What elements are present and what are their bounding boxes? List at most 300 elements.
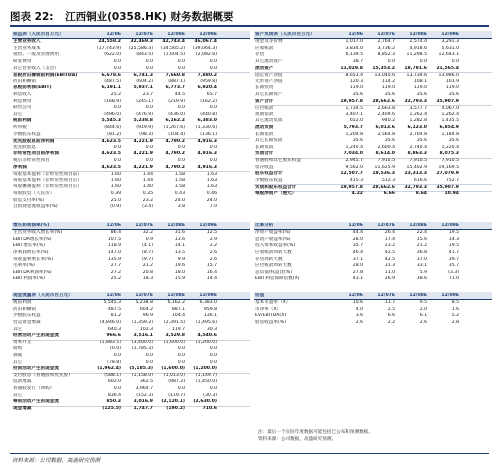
table-row xyxy=(254,92,492,99)
row-value: 0.0 xyxy=(145,157,153,163)
row-value: 44.4 xyxy=(352,230,363,236)
row-value: 362.5 xyxy=(139,379,153,385)
table-row xyxy=(12,105,250,112)
row-value: 0.35 xyxy=(142,190,153,196)
table-header xyxy=(254,31,492,39)
row-value: (104.4) xyxy=(168,131,185,137)
row-value: 0.0 xyxy=(209,353,217,359)
row-value: 119.0 xyxy=(349,85,363,91)
row-value: 28,662.6 xyxy=(372,184,395,190)
row-value: 3,964.7 xyxy=(135,386,153,392)
row-value: 0.0 xyxy=(387,59,395,65)
row-value: 6,383.0 xyxy=(199,300,217,306)
row-value: 6,383.0 xyxy=(197,118,217,124)
row-value: (1,450.0) xyxy=(195,379,217,385)
figure-label: 图表 22: xyxy=(10,11,54,23)
row-value: 13.5 xyxy=(174,250,185,256)
row-value: (125.5) xyxy=(102,406,121,412)
table-row xyxy=(12,125,250,132)
row-value: 35.6 xyxy=(448,92,459,98)
row-value: 0.0 xyxy=(145,59,153,65)
row-value: 2,945.7 xyxy=(345,158,363,164)
row-value: 2,764.7 xyxy=(377,39,395,45)
row-value: 2.6 xyxy=(209,250,217,256)
row-value: 71.0 xyxy=(448,276,459,282)
row-value: 4,623.5 xyxy=(101,138,121,144)
row-label: 存货周转天数 xyxy=(255,256,283,262)
row-label: 税后非经常性项目 xyxy=(13,157,50,163)
row-value: 19,957.8 xyxy=(340,98,363,104)
row-label: 长期负债 xyxy=(255,144,274,150)
row-label: 其它长期负债 xyxy=(255,138,283,144)
table-row xyxy=(12,313,250,320)
row-value: 3,407.1 xyxy=(345,111,363,117)
row-value: 1.63 xyxy=(206,171,217,177)
row-value: 39.7 xyxy=(448,256,459,262)
row-value: 26.9 xyxy=(384,276,395,282)
row-label: 投资活动产生的现金流 xyxy=(13,366,59,372)
row-label: 息税折旧摊销前利润(EBITDA) xyxy=(13,72,78,78)
row-value: 26.4 xyxy=(384,230,395,236)
row-label: 每股基本盈利（非经常性项目后） xyxy=(13,177,82,183)
row-value: 1,282.8 xyxy=(409,118,427,124)
row-value: 32,793.3 xyxy=(404,98,427,104)
table-header xyxy=(12,292,250,300)
row-value: 24,558.2 xyxy=(98,39,121,45)
row-value: 147.0 xyxy=(107,250,121,256)
header-year: 12/08E xyxy=(167,222,185,228)
row-value: 12.5 xyxy=(206,230,217,236)
row-value: 3,529.8 xyxy=(165,333,185,339)
row-value: 1,240.4 xyxy=(345,144,363,150)
row-value: 0.0 xyxy=(145,359,153,365)
table-row xyxy=(12,250,250,257)
header-year: 12/06 xyxy=(348,292,363,298)
row-value: 31.6 xyxy=(174,230,185,236)
row-value: 710.6 xyxy=(202,406,217,412)
table-row xyxy=(12,230,250,237)
row-value: 35.6 xyxy=(448,138,459,144)
row-label: 固定资产净值 xyxy=(255,72,283,78)
row-value: 5,545.3 xyxy=(101,118,121,124)
row-value: 42.5 xyxy=(384,256,395,262)
table-row xyxy=(12,353,250,360)
row-value: 14.3 xyxy=(448,236,459,242)
row-label: 利息费用 xyxy=(13,98,32,104)
table-row xyxy=(12,79,250,86)
row-value: 2.6 xyxy=(355,320,363,326)
row-value: 0.0 xyxy=(209,59,217,65)
row-label: 长期投资 xyxy=(255,85,274,91)
row-value: 19,169.5 xyxy=(438,164,459,170)
row-value: 118.9 xyxy=(107,243,121,249)
table-row xyxy=(254,300,492,307)
row-value: 32,793.3 xyxy=(404,184,427,190)
row-value: 8.64 xyxy=(415,191,427,197)
header-year: 12/08E xyxy=(167,31,185,37)
header-year: 12/07E xyxy=(377,31,395,37)
row-value: 23.2 xyxy=(384,243,395,249)
table-row xyxy=(12,131,250,138)
row-value: 4,067.0 xyxy=(441,105,459,111)
table-row xyxy=(12,270,250,277)
row-value: 0.0 xyxy=(209,144,217,150)
row-value: 3,291.3 xyxy=(441,39,459,45)
row-value: 4,221.9 xyxy=(133,151,153,157)
row-label: EBIT增长率(%) xyxy=(13,243,45,249)
header-label: 比率分析 xyxy=(255,222,274,228)
header-year: 12/09E xyxy=(441,222,459,228)
row-value: (1,267.6) xyxy=(163,125,185,131)
row-value: 96.9 xyxy=(142,313,153,319)
row-value: (1,604.5) xyxy=(163,52,185,58)
row-label: 非经常性项目前净利润 xyxy=(13,151,59,157)
table-row xyxy=(12,307,250,314)
row-value: 2,409.6 xyxy=(377,111,395,117)
row-value: 2.8 xyxy=(451,320,459,326)
row-label: 收购 xyxy=(13,346,23,352)
row-label: 主营业务收入增长率(%) xyxy=(13,230,63,236)
row-value: 44.5 xyxy=(174,92,185,98)
row-value: 2.0 xyxy=(419,306,427,312)
header-year: 12/08E xyxy=(409,222,427,228)
header-year: 12/09E xyxy=(441,31,459,37)
row-value: 136.1 xyxy=(203,313,217,319)
row-value: (4.1) xyxy=(142,243,153,249)
row-label: 优先股股息 xyxy=(13,144,36,150)
row-value: 940.2 xyxy=(381,118,395,124)
row-value: 0.0 xyxy=(113,59,121,65)
table-header xyxy=(12,31,250,39)
row-value: (604.2) xyxy=(136,78,153,84)
title-rule xyxy=(10,25,489,27)
row-value: (440.8) xyxy=(200,111,217,117)
row-label: 销售、一般及管理费用 xyxy=(13,52,59,58)
header-year: 12/08E xyxy=(167,292,185,298)
row-value: 2.5 xyxy=(387,306,395,312)
row-value: 1,435.5 xyxy=(441,118,459,124)
row-value: 86.4 xyxy=(110,230,121,236)
table-row xyxy=(254,270,492,277)
row-value: (844.6) xyxy=(104,125,121,131)
row-value: (81.2) xyxy=(107,131,121,137)
row-value: 652.0 xyxy=(349,118,363,124)
row-value: (1,200.0) xyxy=(195,340,217,346)
row-value: (3.3) xyxy=(448,269,459,275)
row-value: 0.0 xyxy=(209,157,217,163)
row-label: 每股盈利增长率(%) xyxy=(13,256,54,262)
row-value: 101.9 xyxy=(445,78,459,84)
bottom-rule xyxy=(10,453,489,454)
row-value: 15,402.9 xyxy=(406,164,427,170)
row-label: EBIT利润率(%) xyxy=(13,276,45,282)
header-year: 12/06 xyxy=(106,222,121,228)
page-title xyxy=(10,9,234,24)
table-row xyxy=(12,237,250,244)
row-value: 21.2 xyxy=(142,263,153,269)
row-value: 119.0 xyxy=(413,85,427,91)
row-value: 5,545.3 xyxy=(103,300,121,306)
row-label: 借款增减 xyxy=(13,379,32,385)
table-row xyxy=(254,313,492,320)
row-label: 资产合计 xyxy=(255,98,274,104)
row-value: 25.2 xyxy=(110,276,121,282)
row-value: 37.0 xyxy=(416,256,427,262)
row-value: 36.8 xyxy=(416,250,427,256)
row-value: 22.4 xyxy=(416,230,427,236)
balance-sheet-table xyxy=(254,31,492,197)
row-value: 24.0 xyxy=(206,197,217,203)
row-label: 利息收入 xyxy=(13,92,32,98)
row-value: 7.0 xyxy=(209,204,217,210)
table-row xyxy=(12,333,250,340)
row-value: 604.2 xyxy=(139,306,153,312)
row-label: 其它 xyxy=(13,359,23,365)
row-value: 887.1 xyxy=(171,306,185,312)
table-row xyxy=(12,243,250,250)
row-value: (622.0) xyxy=(104,52,121,58)
table-row xyxy=(254,72,492,79)
header-year: 12/09E xyxy=(199,292,217,298)
row-value: 0.0 xyxy=(177,144,185,150)
row-label: 少数股东权益 xyxy=(13,313,41,319)
row-value: (25,586.3) xyxy=(128,45,153,51)
table-row xyxy=(12,263,250,270)
row-value: 3,577.7 xyxy=(409,105,427,111)
row-value: 3.6 xyxy=(355,313,363,319)
row-label: 其它流动资产 xyxy=(255,59,283,65)
table-row xyxy=(12,177,250,184)
table-row xyxy=(12,164,250,171)
row-value: 0.0 xyxy=(145,144,153,150)
row-label: 筹资活动产生的现金流 xyxy=(13,399,59,405)
header-year: 12/06 xyxy=(348,222,363,228)
row-value: 38.6 xyxy=(416,276,427,282)
row-value: 11.7 xyxy=(384,300,395,306)
row-value: (919.9) xyxy=(136,125,153,131)
row-label: 股息支付率(%) xyxy=(13,197,44,203)
table-header xyxy=(254,292,492,300)
row-value: (30.3) xyxy=(203,392,217,398)
header-year: 12/07E xyxy=(135,31,153,37)
row-value: 33.1 xyxy=(416,263,427,269)
table-row xyxy=(254,145,492,152)
table-note-source: 资料来源：公司数据，高盛研究预测。 xyxy=(258,437,337,442)
table-row xyxy=(254,112,492,119)
row-value: 12,507.7 xyxy=(340,171,363,177)
row-value: 0.0 xyxy=(145,105,153,111)
row-value: 0.0 xyxy=(177,386,185,392)
table-row xyxy=(12,204,250,211)
row-value: 5,793.7 xyxy=(343,125,363,131)
row-value: (17,743.9) xyxy=(96,45,121,51)
row-value: 4.0 xyxy=(355,306,363,312)
table-row xyxy=(254,79,492,86)
row-value: 35,907.9 xyxy=(436,98,459,104)
row-value: (2,630.0) xyxy=(193,399,217,405)
row-value: 2.2 xyxy=(209,243,217,249)
row-value: 6,191.1 xyxy=(101,85,121,91)
table-row xyxy=(254,243,492,250)
row-value: (1,200.0) xyxy=(193,366,217,372)
row-value: 32.2 xyxy=(142,230,153,236)
row-value: 46,067.4 xyxy=(194,39,217,45)
row-value: (136.1) xyxy=(200,131,217,137)
row-value: 4,790.2 xyxy=(165,138,185,144)
row-value: 28,662.6 xyxy=(372,98,395,104)
row-value: 5,238.8 xyxy=(135,300,153,306)
row-value: 4,221.9 xyxy=(133,138,153,144)
row-value: 23.7 xyxy=(142,92,153,98)
row-value: 0.39 xyxy=(110,190,121,196)
row-value: 2,574.4 xyxy=(409,39,427,45)
row-value: 2,704.8 xyxy=(409,131,427,137)
row-value: (2,082.6) xyxy=(195,52,217,58)
row-value: 752.7 xyxy=(445,177,459,183)
row-value: (1,149.7) xyxy=(195,373,217,379)
table-row xyxy=(254,52,492,59)
row-label: 研发费用 xyxy=(13,59,32,65)
row-value: 81.2 xyxy=(110,313,121,319)
header-year: 12/09E xyxy=(441,292,459,298)
table-row xyxy=(12,138,250,145)
row-value: 6.1 xyxy=(419,313,427,319)
row-label: 无形资产净值 xyxy=(255,78,283,84)
row-value: 7,880.2 xyxy=(197,72,217,78)
row-value: 0.0 xyxy=(145,353,153,359)
row-value: 7,910.5 xyxy=(409,158,427,164)
row-value: 16.4 xyxy=(206,269,217,275)
row-value: 2,663.8 xyxy=(377,105,395,111)
row-label: 毛利率(%) xyxy=(13,263,35,269)
row-value: 8.5 xyxy=(451,300,459,306)
row-label: 少数股东权益 xyxy=(13,131,41,137)
row-value: 1.60 xyxy=(110,177,121,183)
row-value: 4,918.6 xyxy=(409,45,427,51)
row-value: (3,400.0) xyxy=(131,340,153,346)
row-value: (168.9) xyxy=(104,98,121,104)
table-row xyxy=(12,65,250,72)
row-value: 6.66 xyxy=(383,191,395,197)
row-value: 35,907.9 xyxy=(436,184,459,190)
table-row xyxy=(254,320,492,327)
row-value: 0.0 xyxy=(209,65,217,71)
row-label: 每股基本盈利（非经常性项目前） xyxy=(13,171,82,177)
row-value: 0.0 xyxy=(113,65,121,71)
row-value: 959.8 xyxy=(203,306,217,312)
row-value: 119.0 xyxy=(445,85,459,91)
table-row xyxy=(254,230,492,237)
row-value: 25.2 xyxy=(110,92,121,98)
row-value: 19.6 xyxy=(174,263,185,269)
table-row xyxy=(12,276,250,283)
row-value: (487.5) xyxy=(104,78,121,84)
row-value: 0.0 xyxy=(451,59,459,65)
row-value: 28.0 xyxy=(352,236,363,242)
row-value: 4,623.5 xyxy=(101,151,121,157)
row-value: 119.7 xyxy=(171,326,185,332)
table-row xyxy=(12,399,250,406)
row-value: (1,359.2) xyxy=(131,320,153,326)
row-value: 2,564.8 xyxy=(377,131,395,137)
row-label: 税前利润 xyxy=(13,118,32,124)
row-value: 4,790.2 xyxy=(165,164,185,170)
row-value: 104.4 xyxy=(171,313,185,319)
row-value: 4.22 xyxy=(351,191,363,197)
row-value: 4,623.5 xyxy=(101,164,121,170)
row-value: (34,565.2) xyxy=(160,45,185,51)
row-value: 1,262.4 xyxy=(441,111,459,117)
header-year: 12/07E xyxy=(135,222,153,228)
row-value: 15.9 xyxy=(174,276,185,282)
row-value: 1.40 xyxy=(142,184,153,190)
row-value: 616.6 xyxy=(413,177,427,183)
row-value: 12,643.1 xyxy=(438,52,459,58)
row-value: 0.0 xyxy=(209,386,217,392)
row-value: 120.3 xyxy=(349,78,363,84)
row-value: 0.0 xyxy=(145,65,153,71)
row-value: 5,937.1 xyxy=(133,85,153,91)
row-value: 8,075.3 xyxy=(439,151,459,157)
row-value: 108.1 xyxy=(413,78,427,84)
row-value: (39,064.3) xyxy=(192,45,217,51)
table-note: 注：最后一个实际年度数据可能包括已公布和预测数据。 xyxy=(258,430,373,435)
row-value: 15.7 xyxy=(206,263,217,269)
row-value: (9.7) xyxy=(142,256,153,262)
row-label: 其它营业收入（支出） xyxy=(13,65,59,71)
row-value: 3,834.0 xyxy=(345,45,363,51)
table-row xyxy=(254,184,492,191)
row-value: 850.3 xyxy=(106,399,121,405)
table-row xyxy=(12,359,250,366)
row-value: 1.58 xyxy=(174,184,185,190)
row-label: 应收账款 xyxy=(255,45,274,51)
row-value: 35.6 xyxy=(416,138,427,144)
income-statement-table xyxy=(12,31,250,210)
row-value: 6.6 xyxy=(387,313,395,319)
row-value: 8,852.3 xyxy=(377,52,395,58)
row-label: 净资产收益率(%) xyxy=(255,230,291,236)
row-value: 43.1 xyxy=(352,276,363,282)
row-value: 2.2 xyxy=(387,320,395,326)
table-row xyxy=(12,197,250,204)
header-label: 增长和利润率(%) xyxy=(13,222,50,228)
table-row xyxy=(12,85,250,92)
row-value: (98.3) xyxy=(139,131,153,137)
row-value: 0.0 xyxy=(113,157,121,163)
row-value: 1.63 xyxy=(206,177,217,183)
row-value: (987.2) xyxy=(168,379,185,385)
row-value: 9,562.0 xyxy=(345,164,363,170)
row-value: 11,298.5 xyxy=(406,52,427,58)
row-value: 0.0 xyxy=(177,346,185,352)
row-value: 13,040.6 xyxy=(374,72,395,78)
row-value: 23.2 xyxy=(142,197,153,203)
row-value: (1,330.6) xyxy=(195,125,217,131)
row-value: 1.58 xyxy=(174,171,185,177)
row-value: 6,773.7 xyxy=(165,85,185,91)
row-value: 19,957.8 xyxy=(340,184,363,190)
row-label: 息税前利润(EBIT) xyxy=(13,85,52,91)
row-value: 19.5 xyxy=(448,230,459,236)
table-row xyxy=(254,171,492,178)
row-value: 27.7 xyxy=(110,263,121,269)
row-value: 0.46 xyxy=(206,190,217,196)
row-value: 1.58 xyxy=(174,177,185,183)
row-label: 总负债/权益比(%) xyxy=(255,269,293,275)
row-label: 市净率（X） xyxy=(255,306,282,312)
table-row xyxy=(12,379,250,386)
